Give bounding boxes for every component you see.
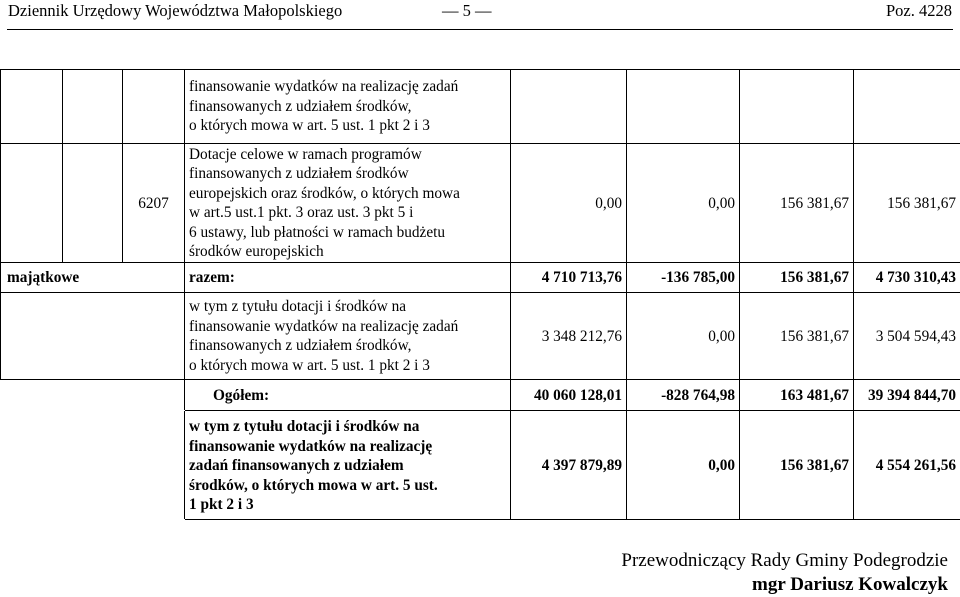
value-cell	[627, 70, 740, 144]
description-cell	[185, 411, 511, 520]
value-cell: 4 730 310,43	[854, 263, 960, 293]
value-cell: -828 764,98	[627, 380, 740, 411]
description-line: w tym z tytułu dotacji i środków na	[189, 298, 407, 315]
description-line: Dotacje celowe w ramach programów	[189, 145, 422, 163]
table-row	[1, 144, 960, 263]
signature-name: mgr Dariusz Kowalczyk	[752, 574, 948, 595]
table-row	[1, 380, 960, 411]
value-cell: 0,00	[627, 411, 740, 520]
budget-table	[0, 69, 960, 520]
value-cell: 156 381,67	[854, 144, 960, 263]
description-line: środków europejskich	[189, 243, 324, 260]
header-rule	[7, 29, 953, 30]
value-cell: 3 348 212,76	[511, 293, 627, 380]
empty-cell	[1, 380, 185, 411]
value-cell	[854, 70, 960, 144]
value-cell: 156 381,67	[740, 263, 854, 293]
value-cell: 156 381,67	[740, 293, 854, 380]
description-line: finansowanie wydatków na realizację zadań	[189, 78, 459, 96]
description-cell	[185, 144, 511, 263]
description-line: finansowanych z udziałem środków,	[189, 97, 412, 115]
value-cell: 4 710 713,76	[511, 263, 627, 293]
description-line: 1 pkt 2 i 3	[189, 496, 254, 513]
description-line: europejskich oraz środków, o których mowa	[189, 184, 460, 202]
paragraph-cell	[123, 70, 185, 144]
value-cell: 40 060 128,01	[511, 380, 627, 411]
position-number: Poz. 4228	[886, 1, 952, 20]
table-row	[1, 263, 960, 293]
table-row	[1, 70, 960, 144]
signature-title: Przewodniczący Rady Gminy Podegrodzie	[621, 550, 948, 571]
section-cell	[1, 70, 63, 144]
section-label: majątkowe	[1, 263, 185, 293]
value-cell	[740, 70, 854, 144]
value-cell	[511, 70, 627, 144]
description-cell	[185, 293, 511, 380]
chapter-cell	[63, 70, 123, 144]
value-cell: 0,00	[627, 144, 740, 263]
value-cell: 39 394 844,70	[854, 380, 960, 411]
publication-title: Dziennik Urzędowy Województwa Małopolskiego	[8, 1, 343, 20]
row-label: razem:	[185, 263, 511, 293]
description-cell	[185, 70, 511, 144]
paragraph-code: 6207	[123, 144, 185, 263]
description-line: finansowanych z udziałem środków	[189, 165, 409, 182]
table-row	[1, 411, 960, 520]
description-line: finansowanie wydatków na realizację	[189, 437, 433, 455]
description-line: finansowanie wydatków na realizację zadań	[189, 317, 459, 335]
description-line: o których mowa w art. 5 ust. 1 pkt 2 i 3	[189, 117, 430, 135]
description-line: 6 ustawy, lub płatności w ramach budżetu	[189, 223, 446, 241]
chapter-cell	[63, 144, 123, 263]
value-cell: 0,00	[627, 293, 740, 380]
value-cell: 4 554 261,56	[854, 411, 960, 520]
description-line: finansowanych z udziałem środków,	[189, 337, 412, 354]
description-line: w art.5 ust.1 pkt. 3 oraz ust. 3 pkt 5 i	[189, 204, 414, 221]
description-line: w tym z tytułu dotacji i środków na	[189, 418, 420, 435]
value-cell: 163 481,67	[740, 380, 854, 411]
description-line: zadań finansowanych z udziałem	[189, 457, 404, 474]
description-line: o których mowa w art. 5 ust. 1 pkt 2 i 3	[189, 356, 430, 374]
value-cell: 0,00	[511, 144, 627, 263]
page-number: — 5 —	[442, 1, 492, 20]
value-cell: 4 397 879,89	[511, 411, 627, 520]
description-line: środków, o których mowa w art. 5 ust.	[189, 476, 438, 494]
value-cell: -136 785,00	[627, 263, 740, 293]
value-cell: 156 381,67	[740, 411, 854, 520]
value-cell: 3 504 594,43	[854, 293, 960, 380]
table-row	[1, 293, 960, 380]
section-cell	[1, 144, 63, 263]
total-label: Ogółem:	[185, 380, 511, 411]
value-cell: 156 381,67	[740, 144, 854, 263]
empty-cell	[1, 411, 185, 520]
empty-cell	[1, 293, 185, 380]
